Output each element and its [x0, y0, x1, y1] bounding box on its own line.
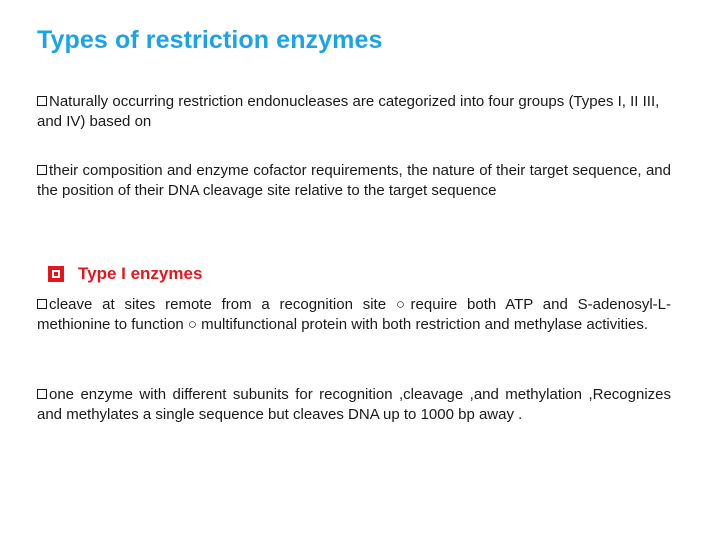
hollow-square-icon [37, 299, 47, 309]
paragraph-text: one enzyme with different subunits for recognition ,cleavage ,and methylation ,Recognizes and methylates a single sequence but cleaves DNA up to 1000 bp away . [37, 386, 671, 423]
paragraph-type1-subunits [37, 385, 671, 425]
paragraph-type1-cleave [37, 295, 671, 335]
hollow-square-icon [37, 165, 47, 175]
hollow-square-icon [37, 96, 47, 106]
subheading [48, 264, 202, 284]
paragraph-text: Naturally occurring restriction endonucleases are categorized into four groups (Types I, II III, and IV) based on [37, 93, 660, 130]
paragraph-basis [37, 161, 671, 201]
paragraph-text: cleave at sites remote from a recognition site ○require both ATP and S-adenosyl-L-methionine to function ○ multifunctional protein with both restriction and methylase activities. [37, 296, 671, 333]
paragraph-groups [37, 92, 671, 132]
red-square-bullet-icon [48, 266, 64, 282]
hollow-square-icon [37, 389, 47, 399]
slide-title: Types of restriction enzymes [37, 26, 383, 54]
paragraph-text: their composition and enzyme cofactor requirements, the nature of their target sequence, and the position of their DNA cleavage site relative to the target sequence [37, 162, 671, 199]
subheading-text: Type I enzymes [78, 264, 203, 283]
